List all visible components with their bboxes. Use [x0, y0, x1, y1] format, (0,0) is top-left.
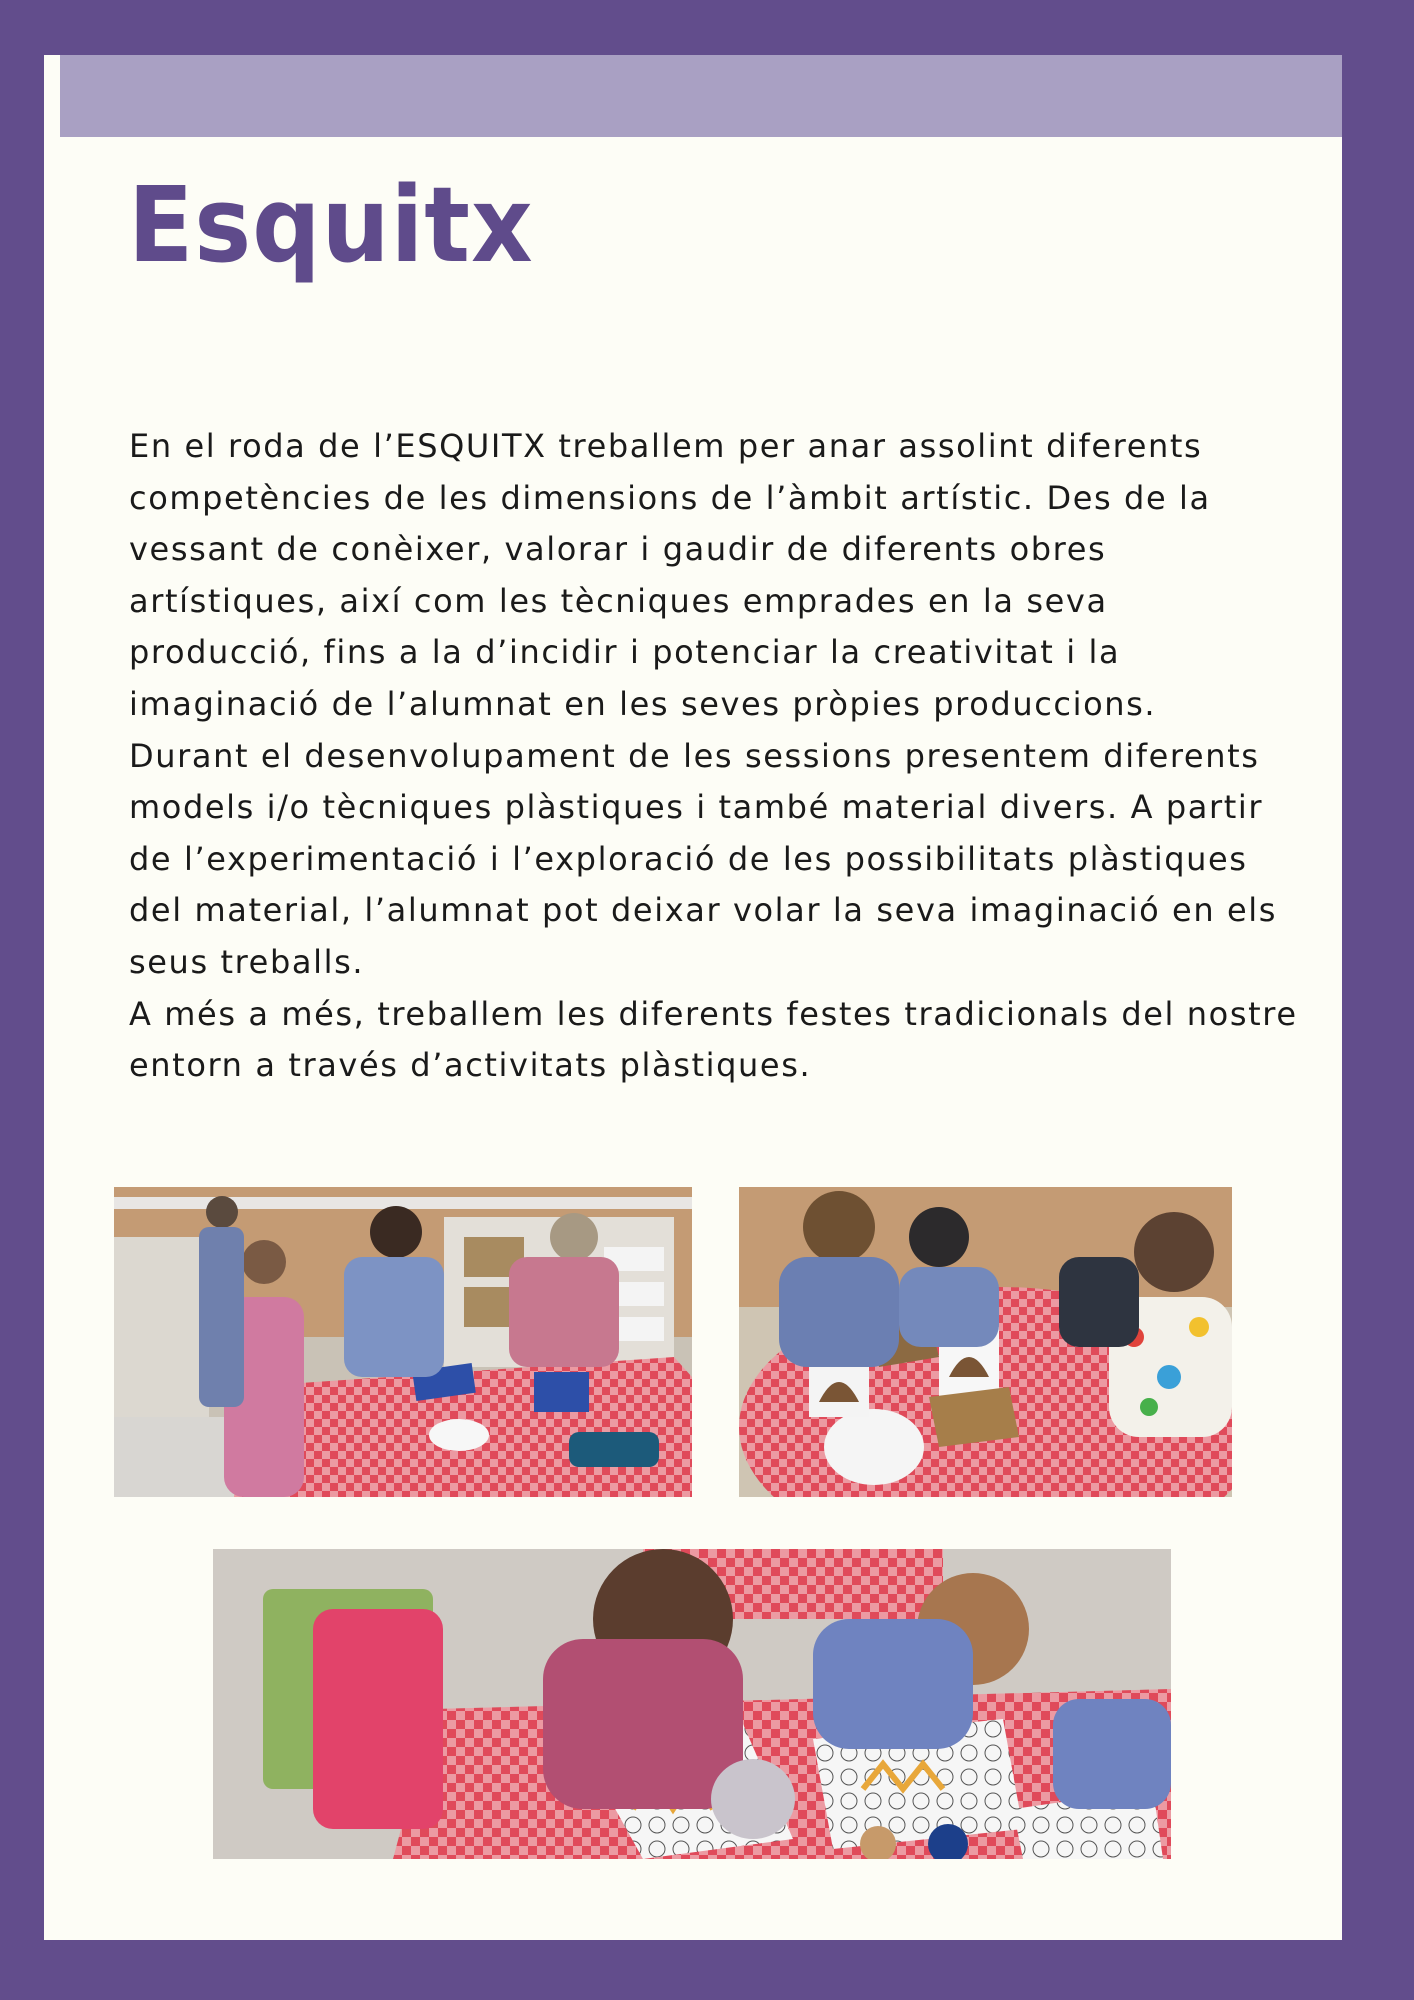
- document-page: [44, 55, 1342, 1940]
- paragraph-3: A més a més, treballem les diferents festes tradicionals del nostre entorn a través d’activitats plàstiques.: [129, 994, 1298, 1085]
- classroom-photo-3-image: [213, 1549, 1171, 1859]
- header-band: [60, 55, 1342, 137]
- body-text: [129, 421, 1299, 1092]
- page-title: Esquitx: [128, 164, 534, 286]
- classroom-photo-2: [739, 1187, 1232, 1497]
- classroom-photo-1-image: [114, 1187, 692, 1497]
- classroom-photo-3: [213, 1549, 1171, 1859]
- paragraph-2: Durant el desenvolupament de les sessions presentem diferents models i/o tècniques plàstiques i també material divers. A partir de l’experimentació i l’exploració de les possibilitats plàstiques del material, l’alumnat pot deixar volar la seva imaginació en els seus treballs.: [129, 736, 1278, 981]
- paragraph-1: En el roda de l’ESQUITX treballem per anar assolint diferents competències de les dimensions de l’àmbit artístic. Des de la vessant de conèixer, valorar i gaudir de diferents obres artístiques, així com les tècniques emprades en la seva producció, fins a la d’incidir i potenciar la creativitat i la imaginació de l’alumnat en les seves pròpies produccions.: [129, 427, 1211, 723]
- classroom-photo-1: [114, 1187, 692, 1497]
- classroom-photo-2-image: [739, 1187, 1232, 1497]
